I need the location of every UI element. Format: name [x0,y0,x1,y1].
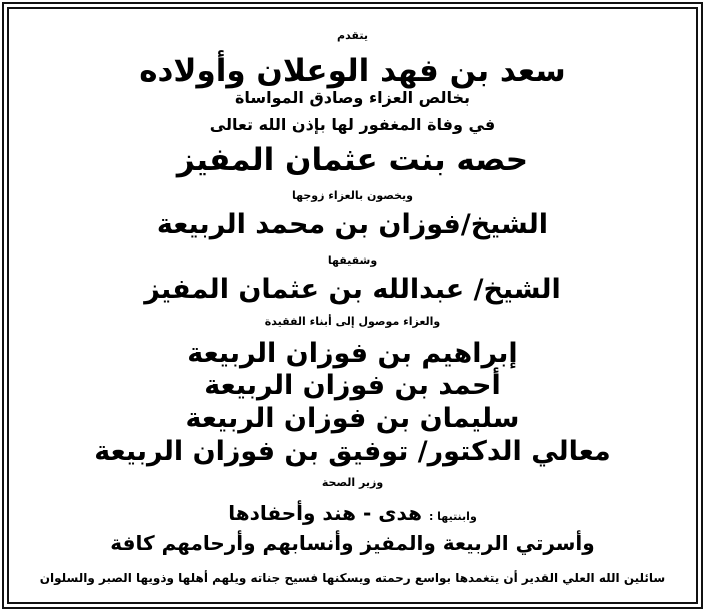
son-name: إبراهيم بن فوزان الربيعة [187,338,518,369]
deceased-name: حصه بنت عثمان المفيز [176,142,529,178]
condolence-line-2: في وفاة المغفور لها بإذن الله تعالى [209,115,496,134]
brother-intro: وشقيقها [327,254,378,267]
daughters-intro: وابنتيها : [428,510,477,523]
son-name: أحمد بن فوزان الربيعة [204,370,501,401]
intro-text: يتقدم [337,29,368,42]
minister-title: وزير الصحة [321,476,384,489]
condolence-line-1: بخالص العزاء وصادق المواساة [234,88,471,107]
son-name: سليمان بن فوزان الربيعة [185,403,520,434]
closing-prayer: سائلين الله العلي القدير أن يتغمدها بواسع رحمته ويسكنها فسيح جناته ويلهم أهلها وذويها الصبر والسلوان [39,571,666,585]
sender-name: سعد بن فهد الوعلان وأولاده [139,53,566,89]
daughters-names: هدى - هند وأحفادها [228,501,422,525]
daughters-line [0,503,705,523]
brother-name: الشيخ/ عبدالله بن عثمان المفيز [144,274,561,305]
son-name: معالي الدكتور/ توفيق بن فوزان الربيعة [94,436,611,467]
husband-intro: ويخصون بالعزاء زوجها [291,189,413,202]
families-line: وأسرتي الربيعة والمفيز وأنسابهم وأرحامهم كافة [110,531,595,555]
husband-name: الشيخ/فوزان بن محمد الربيعة [156,209,549,240]
sons-intro: والعزاء موصول إلى أبناء الفقيدة [264,315,441,328]
